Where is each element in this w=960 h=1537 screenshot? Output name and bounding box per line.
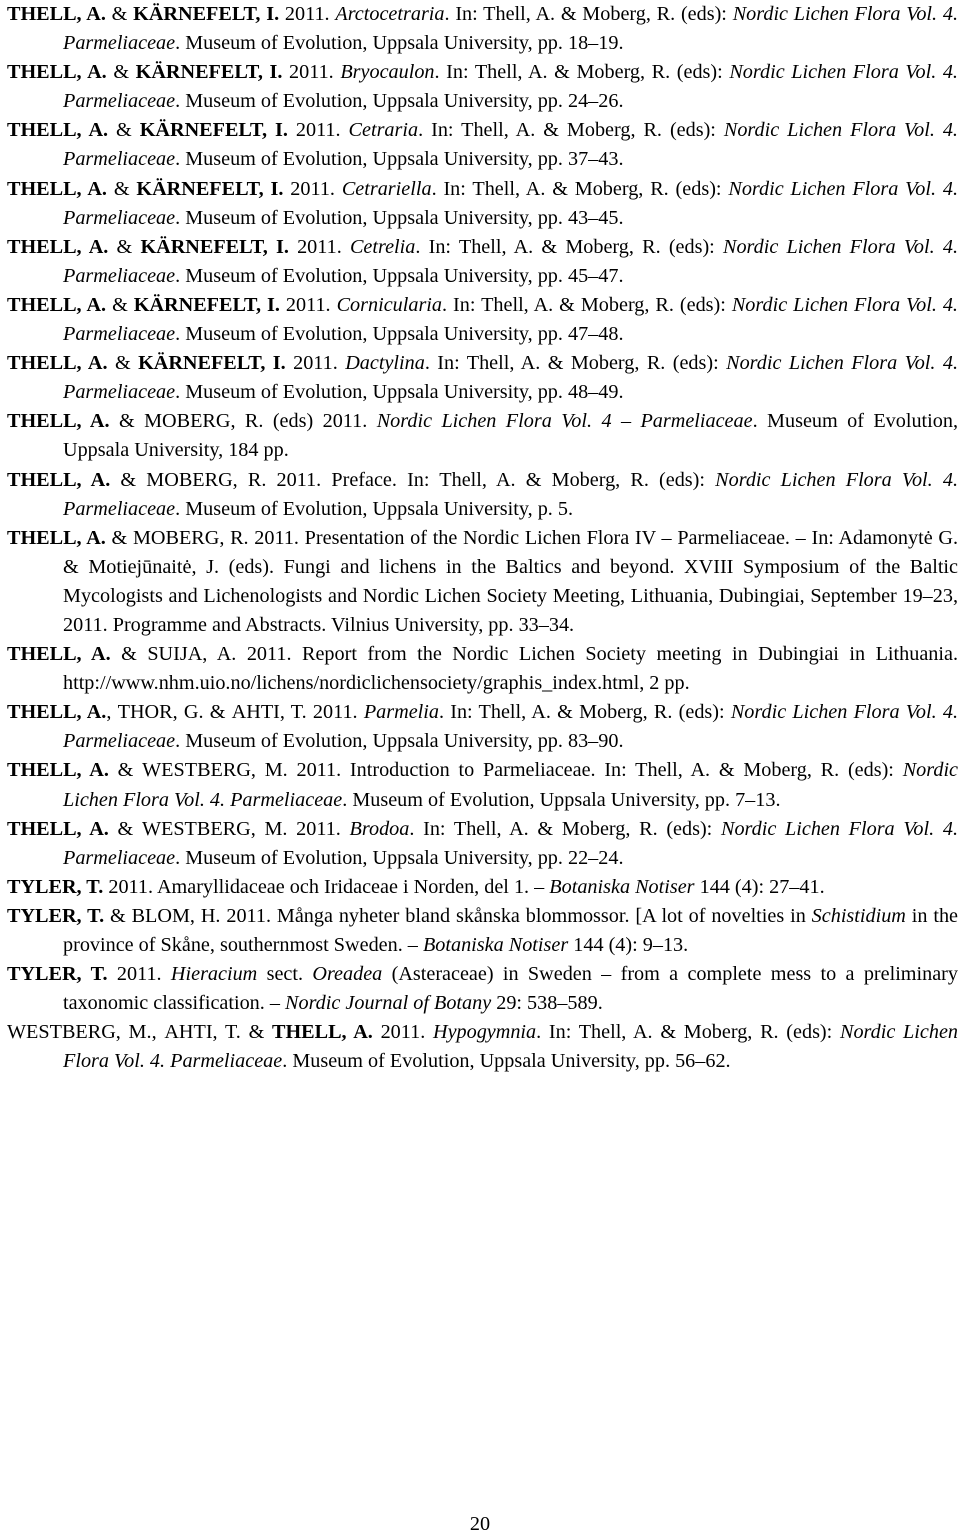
reference-text: & <box>109 410 145 433</box>
author-bold: THELL, A. <box>7 817 109 840</box>
italic-title: Schistidium <box>811 904 906 927</box>
reference-text: . In: Thell, A. & Moberg, R. (eds): <box>434 61 730 84</box>
reference-list <box>7 0 958 1076</box>
author-bold: KÄRNEFELT, I. <box>133 3 280 25</box>
reference-text: 144 (4): 27–41. <box>694 875 825 898</box>
author-bold: THELL, A. <box>7 293 107 316</box>
reference-entry <box>7 902 958 960</box>
reference-text: . Museum of Evolution, Uppsala University, pp. 24–26. <box>175 90 624 113</box>
author-bold: KÄRNEFELT, I. <box>133 293 280 316</box>
reference-text: . Museum of Evolution, Uppsala University, pp. 47–48. <box>175 323 624 346</box>
reference-entry <box>7 698 958 756</box>
reference-text: 2011. <box>279 3 336 25</box>
reference-text: 2011. <box>372 1021 433 1044</box>
reference-text: 2011. Amaryllidaceae och Iridaceae i Norden, del 1. – <box>103 875 550 898</box>
italic-title: Nordic Lichen Flora Vol. 4. Parmeliaceae <box>63 759 959 811</box>
reference-entry <box>7 349 958 407</box>
author-bold: TYLER, T. <box>7 963 108 986</box>
reference-text: . In: Thell, A. & Moberg, R. (eds): <box>442 293 732 316</box>
author-bold: THELL, A. <box>7 119 109 142</box>
author-bold: THELL, A. <box>7 643 111 666</box>
reference-text: & <box>108 759 143 782</box>
reference-entry <box>7 291 958 349</box>
reference-text: & <box>107 352 139 375</box>
reference-text: . In: Thell, A. & Moberg, R. (eds): <box>444 3 733 25</box>
reference-entry <box>7 58 958 116</box>
reference-text: . In: Thell, A. & Moberg, R. (eds): <box>431 177 729 200</box>
reference-entry <box>7 233 958 291</box>
reference-entry <box>7 524 958 640</box>
author-bold: THELL, A. <box>7 468 111 491</box>
author-bold: TYLER, T. <box>7 904 105 927</box>
reference-text: 2011. <box>287 817 350 840</box>
reference-text: 2011. <box>282 61 341 84</box>
reference-entry <box>7 175 958 233</box>
italic-title: Botaniska Notiser <box>549 875 695 898</box>
reference-text: . Museum of Evolution, Uppsala University, pp. 37–43. <box>175 148 624 171</box>
reference-text: . In: Thell, A. & Moberg, R. (eds): <box>415 235 723 258</box>
reference-text: . Museum of Evolution, Uppsala University, pp. 18–19. <box>175 32 624 55</box>
author-bold: KÄRNEFELT, I. <box>138 352 286 375</box>
reference-text: . Museum of Evolution, Uppsala University, p. 5. <box>175 497 574 520</box>
italic-title: Nordic Lichen Flora Vol. 4. Parmeliaceae <box>63 235 959 287</box>
reference-entry <box>7 466 958 524</box>
author-name: MOBERG, R. <box>132 526 249 549</box>
author-bold: THELL, A. <box>7 526 106 549</box>
author-name: BLOM, H. <box>131 904 221 927</box>
italic-title: Nordic Lichen Flora Vol. 4. Parmeliaceae <box>63 1021 958 1073</box>
reference-entry <box>7 756 958 814</box>
author-bold: KÄRNEFELT, I. <box>136 177 284 200</box>
author-bold: THELL, A. <box>7 352 108 375</box>
italic-title: Nordic Lichen Flora Vol. 4. Parmeliaceae <box>63 468 959 520</box>
italic-title: Hieracium <box>170 963 258 986</box>
reference-entry <box>7 815 958 873</box>
italic-title: Cetrelia <box>349 235 416 258</box>
author-name: MOBERG, R. <box>144 410 264 433</box>
author-bold: THELL, A. <box>272 1021 373 1044</box>
reference-text: (eds) 2011. <box>263 410 377 433</box>
author-name: WESTBERG, M. <box>142 759 288 782</box>
italic-title: Nordic Lichen Flora Vol. 4. Parmeliaceae <box>63 352 958 404</box>
author-name: WESTBERG, M. <box>141 817 288 840</box>
italic-title: Nordic Lichen Flora Vol. 4. Parmeliaceae <box>63 177 958 229</box>
reference-entry <box>7 960 958 1018</box>
reference-text: . In: Thell, A. & Moberg, R. (eds): <box>438 701 731 724</box>
reference-text: . Museum of Evolution, Uppsala University, pp. 7–13. <box>342 788 781 811</box>
author-bold: THELL, A. <box>7 759 109 782</box>
reference-text: . Museum of Evolution, Uppsala University, pp. 56–62. <box>282 1050 731 1073</box>
author-bold: THELL, A. <box>7 177 107 200</box>
reference-text: 2011. Preface. In: Thell, A. & Moberg, R. (eds): <box>266 468 716 491</box>
italic-title: Arctocetraria <box>335 3 445 25</box>
italic-title: Botaniska Notiser <box>422 934 569 956</box>
reference-text: 2011. <box>279 293 337 316</box>
reference-text: . In: Thell, A. & Moberg, R. (eds): <box>418 119 724 142</box>
reference-text: & <box>105 526 133 549</box>
reference-text: , <box>151 1021 165 1044</box>
reference-text: 2011. <box>306 701 364 724</box>
reference-entry <box>7 0 958 58</box>
italic-title: Cetrariella <box>341 177 432 200</box>
author-bold: KÄRNEFELT, I. <box>135 61 283 84</box>
italic-title: Brodoa <box>349 817 410 840</box>
reference-text: . In: Thell, A. & Moberg, R. (eds): <box>409 817 721 840</box>
reference-text: & <box>203 701 232 724</box>
italic-title: Nordic Lichen Flora Vol. 4. Parmeliaceae <box>63 701 958 753</box>
page-number: 20 <box>469 1513 491 1535</box>
reference-text: 2011. <box>107 963 171 986</box>
italic-title: Hypogymnia <box>432 1021 537 1044</box>
author-bold: THELL, A. <box>7 701 107 724</box>
reference-text: & <box>110 468 147 491</box>
italic-title: Dactylina <box>345 352 425 375</box>
italic-title: Nordic Lichen Flora Vol. 4. Parmeliaceae <box>63 61 958 113</box>
reference-text: 2011. Presentation of the Nordic Lichen Flora IV – Parmeliaceae. – In: Adamonytė G. & Motiejūnaitė, J. (eds). Fungi and lichens in the Baltics and beyond. XVIII Symposium of the Baltic Mycologists and Lichenologists and Nordic Lichen Society Meeting, Lithuania, Dubingiai, September 19–23, 2011. Programme and Abstracts. Vilnius University, pp. 33–34. <box>63 526 958 636</box>
italic-title: Oreadea <box>312 963 383 986</box>
reference-text: . Museum of Evolution, Uppsala University, pp. 45–47. <box>175 264 624 287</box>
reference-text: 29: 538–589. <box>491 992 603 1015</box>
reference-text: . In: Thell, A. & Moberg, R. (eds): <box>536 1021 840 1044</box>
reference-text: 2011. <box>288 235 350 258</box>
italic-title: Nordic Lichen Flora Vol. 4. Parmeliaceae <box>63 119 958 171</box>
italic-title: Nordic Lichen Flora Vol. 4. Parmeliaceae <box>63 293 958 346</box>
author-bold: THELL, A. <box>7 3 106 25</box>
reference-text: & <box>108 235 141 258</box>
reference-text: . Museum of Evolution, Uppsala University, pp. 43–45. <box>175 206 624 229</box>
reference-text: & <box>106 177 137 200</box>
author-bold: THELL, A. <box>7 235 109 258</box>
reference-text: & <box>108 119 140 142</box>
italic-title: Nordic Lichen Flora Vol. 4 – Parmeliaceae <box>376 410 753 433</box>
reference-text: & <box>106 293 134 316</box>
author-name: SUIJA, A. <box>147 643 237 666</box>
author-name: WESTBERG, M. <box>7 1021 152 1044</box>
author-bold: TYLER, T. <box>7 875 104 898</box>
author-bold: KÄRNEFELT, I. <box>140 235 289 258</box>
reference-entry <box>7 873 958 902</box>
reference-entry <box>7 116 958 174</box>
reference-text: . Museum of Evolution, Uppsala University, pp. 22–24. <box>175 846 624 869</box>
reference-text: . Museum of Evolution, Uppsala University, pp. 83–90. <box>175 730 624 753</box>
reference-text: sect. <box>257 963 313 986</box>
author-bold: KÄRNEFELT, I. <box>139 119 288 142</box>
italic-title: Nordic Journal of Botany <box>285 992 492 1015</box>
reference-text: & <box>240 1021 272 1044</box>
reference-text: 2011. <box>285 352 346 375</box>
reference-text: , <box>106 701 118 724</box>
italic-title: Nordic Lichen Flora Vol. 4. Parmeliaceae <box>63 3 958 55</box>
reference-text: 2011. Många nyheter bland skånska blommossor. [A lot of novelties in <box>220 904 812 927</box>
reference-text: 2011. Introduction to Parmeliaceae. In: Thell, A. & Moberg, R. (eds): <box>287 759 903 782</box>
italic-title: Cetraria <box>348 119 419 142</box>
reference-text: . In: Thell, A. & Moberg, R. (eds): <box>424 352 727 375</box>
reference-text: . Museum of Evolution, Uppsala University, pp. 48–49. <box>175 381 624 404</box>
italic-title: Parmelia <box>363 701 439 724</box>
author-bold: THELL, A. <box>7 410 110 433</box>
reference-text: 2011. <box>287 119 349 142</box>
reference-entry <box>7 640 958 698</box>
author-name: AHTI, T. <box>231 701 307 724</box>
reference-text: & <box>110 643 148 666</box>
reference-text: & <box>105 3 134 25</box>
author-name: MOBERG, R. <box>146 468 267 491</box>
reference-text: & <box>108 817 142 840</box>
italic-title: Cornicularia <box>336 293 443 316</box>
reference-entry <box>7 407 958 465</box>
italic-title: Bryocaulon <box>340 61 435 84</box>
reference-entry <box>7 1018 958 1076</box>
author-bold: THELL, A. <box>7 61 107 84</box>
reference-text: 2011. Report from the Nordic Lichen Society meeting in Dubingiai in Lithuania. http://www.nhm.uio.no/lichens/nordiclichensociety/graphis_index.html, 2 pp. <box>63 643 958 695</box>
reference-text: & <box>106 61 136 84</box>
author-name: THOR, G. <box>117 701 204 724</box>
reference-text: . Museum of Evolution, Uppsala University, 184 pp. <box>63 410 959 462</box>
italic-title: Nordic Lichen Flora Vol. 4. Parmeliaceae <box>63 817 959 869</box>
reference-text: in the province of Skåne, southernmost Sweden. – <box>63 904 959 956</box>
reference-text: & <box>104 904 132 927</box>
reference-text: 144 (4): 9–13. <box>568 934 689 956</box>
reference-text: 2011. <box>283 177 342 200</box>
reference-text: (Asteraceae) in Sweden – from a complete mess to a preliminary taxonomic classification. – <box>63 963 958 1015</box>
author-name: AHTI, T. <box>164 1021 241 1044</box>
